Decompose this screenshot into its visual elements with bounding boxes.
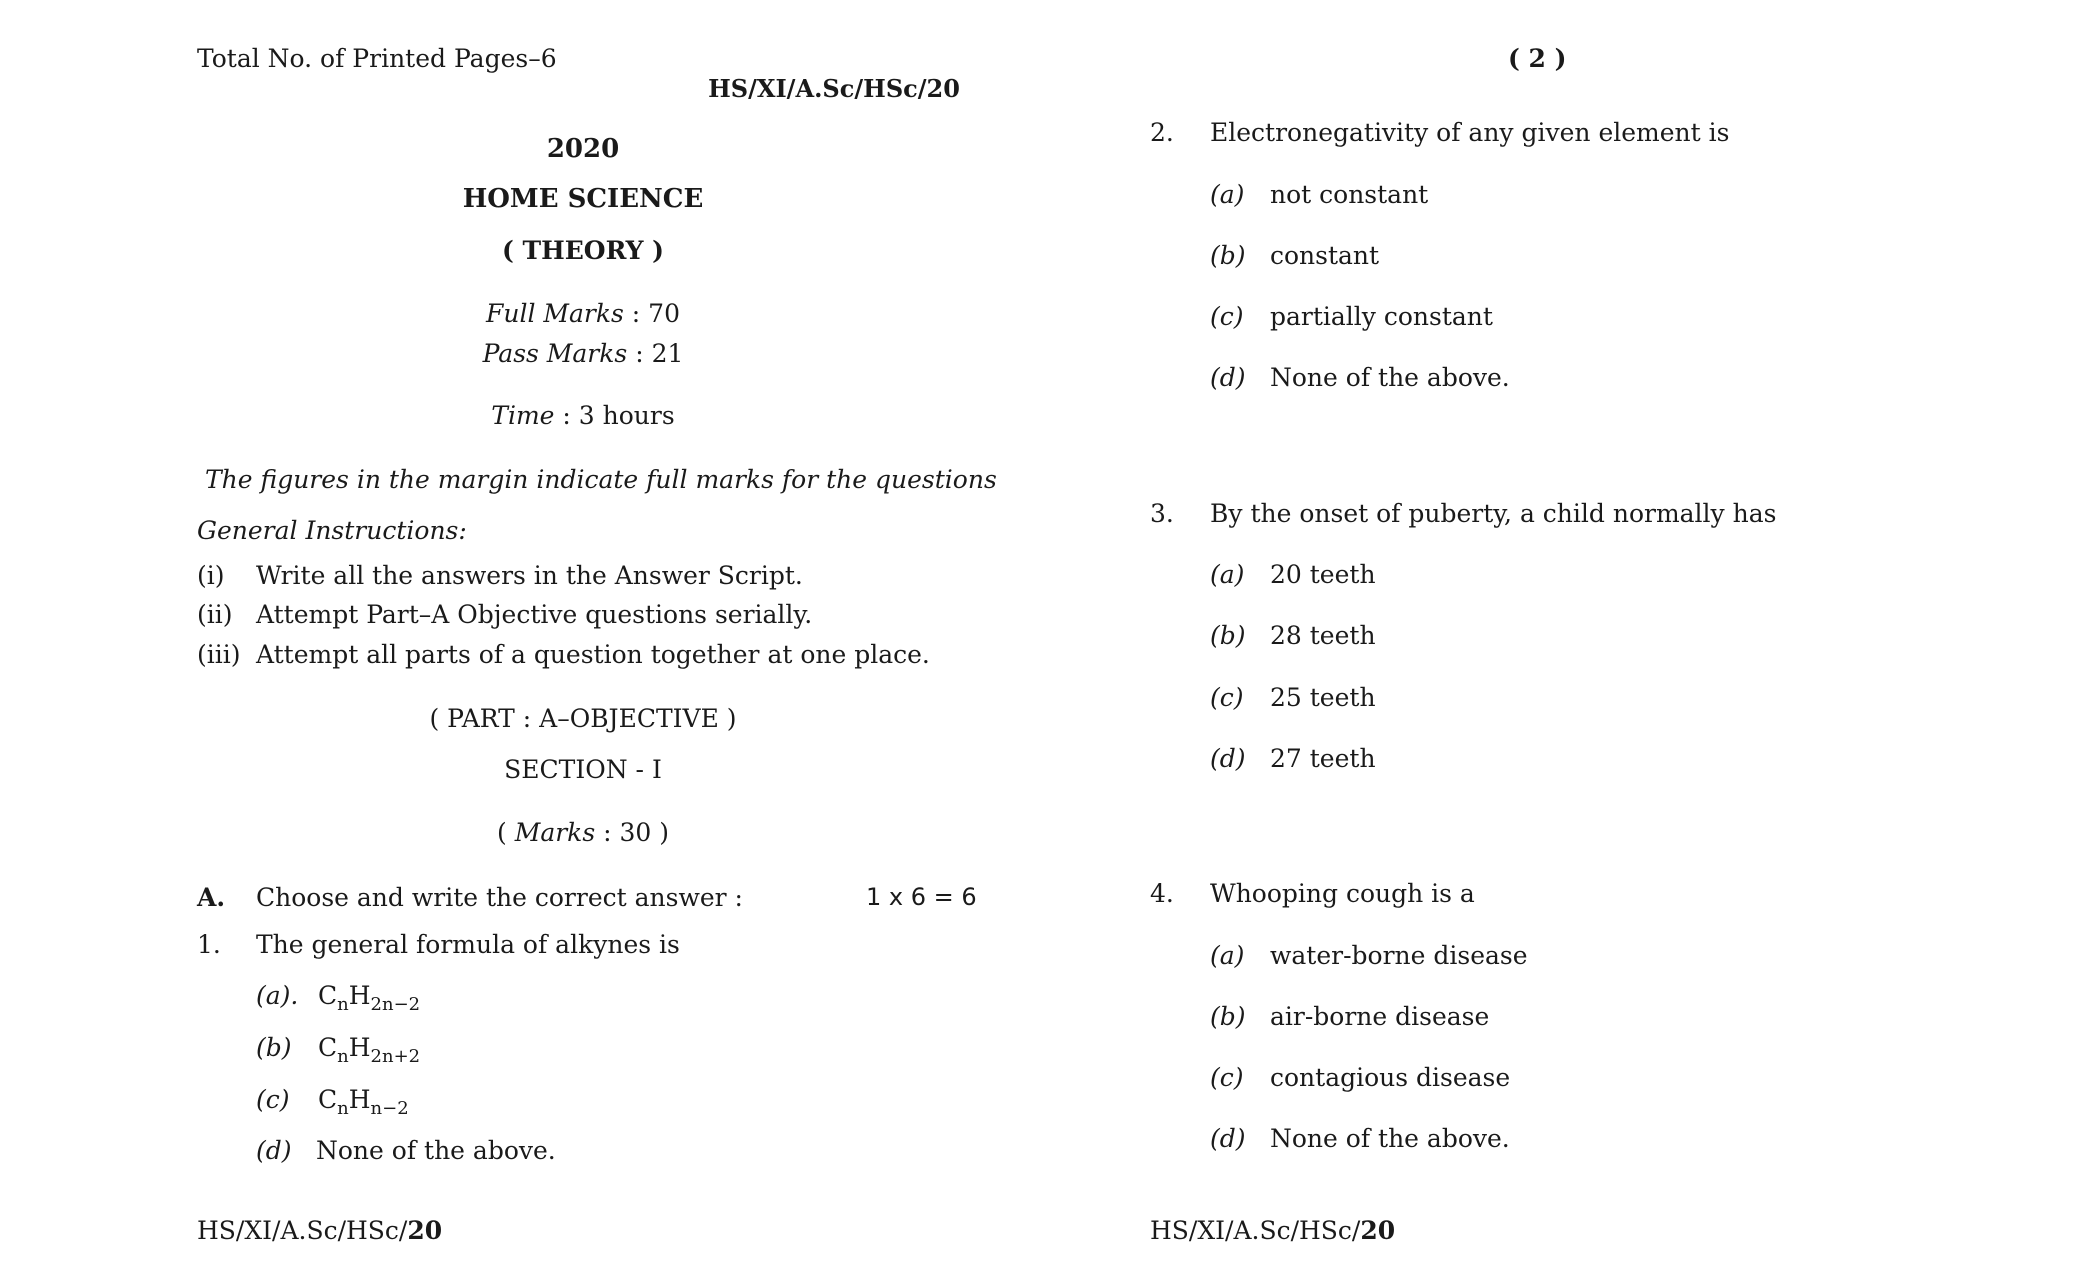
option-label: (c) [1210, 1063, 1244, 1092]
instruction-num: (iii) [197, 640, 241, 669]
question-number: 4. [1150, 879, 1174, 908]
full-marks-value: : 70 [631, 299, 680, 328]
question-text: Whooping cough is a [1210, 879, 1475, 908]
option-text: 20 teeth [1270, 560, 1376, 589]
option-label: (c) [256, 1085, 290, 1114]
option-text: 28 teeth [1270, 621, 1376, 650]
option-text: not constant [1270, 180, 1429, 209]
option-label: (b) [1210, 241, 1246, 270]
exam-year: 2020 [546, 134, 620, 164]
page-footer: HS/XI/A.Sc/HSc/20 [1150, 1216, 1396, 1245]
option-formula: $C_nH_{2n-2}$ [318, 981, 421, 1015]
option-label: (d) [256, 1136, 292, 1165]
page-number: ( 2 ) [1508, 44, 1567, 73]
instruction-text: Attempt all parts of a question together at one place. [256, 640, 930, 669]
printed-pages-note: Total No. of Printed Pages–6 [197, 44, 557, 73]
pass-marks [383, 339, 783, 369]
option-label: (a) [1210, 180, 1245, 209]
question-number: 3. [1150, 499, 1174, 528]
option-text: None of the above. [1270, 363, 1510, 392]
pass-marks-value: : 21 [635, 339, 684, 368]
instruction-text: Write all the answers in the Answer Script. [256, 561, 803, 590]
option-text: None of the above. [1270, 1124, 1510, 1153]
option-label: (a). [256, 981, 299, 1010]
option-label: (a) [1210, 941, 1245, 970]
time-label: Time [491, 401, 555, 430]
time-value: : 3 hours [562, 401, 675, 430]
question-group-marks: 1 x 6 = 6 [866, 883, 977, 911]
marks-value: : 30 ) [603, 818, 669, 847]
question-text: Electronegativity of any given element is [1210, 118, 1730, 147]
option-text: None of the above. [316, 1136, 556, 1165]
page-footer: HS/XI/A.Sc/HSc/20 [197, 1216, 443, 1245]
option-label: (a) [1210, 560, 1245, 589]
option-text: constant [1270, 241, 1380, 270]
question-number: 1. [197, 930, 221, 959]
option-formula: $C_nH_{2n+2}$ [318, 1033, 421, 1067]
option-text: contagious disease [1270, 1063, 1511, 1092]
question-number: 2. [1150, 118, 1174, 147]
full-marks [383, 299, 783, 329]
marks-label: Marks [514, 818, 596, 847]
paper-code: HS/XI/A.Sc/HSc/20 [708, 74, 960, 103]
instruction-text: Attempt Part–A Objective questions serially. [256, 600, 813, 629]
option-formula: $C_nH_{n-2}$ [318, 1085, 409, 1119]
pass-marks-label: Pass Marks [482, 339, 628, 368]
section-heading: SECTION - I [504, 755, 662, 784]
part-heading: ( PART : A–OBJECTIVE ) [429, 704, 737, 733]
full-marks-label: Full Marks [486, 299, 624, 328]
paper-type: ( THEORY ) [502, 236, 664, 265]
general-instructions-title: General Instructions: [197, 516, 467, 545]
exam-time [383, 401, 783, 431]
question-text: By the onset of puberty, a child normally has [1210, 499, 1777, 528]
option-label: (b) [1210, 1002, 1246, 1031]
option-text: 27 teeth [1270, 744, 1376, 773]
question-group-label: A. [197, 883, 226, 912]
option-label: (c) [1210, 302, 1244, 331]
option-text: partially constant [1270, 302, 1493, 331]
option-label: (b) [256, 1033, 292, 1062]
option-label: (d) [1210, 744, 1246, 773]
option-label: (b) [1210, 621, 1246, 650]
option-label: (d) [1210, 363, 1246, 392]
instruction-num: (i) [197, 561, 225, 590]
margin-note: The figures in the margin indicate full marks for the questions [205, 465, 997, 494]
section-marks [383, 818, 783, 848]
instruction-num: (ii) [197, 600, 233, 629]
option-text: water-borne disease [1270, 941, 1528, 970]
question-text: The general formula of alkynes is [256, 930, 680, 959]
marks-open: ( [497, 818, 507, 847]
option-text: 25 teeth [1270, 683, 1376, 712]
option-text: air-borne disease [1270, 1002, 1490, 1031]
option-label: (c) [1210, 683, 1244, 712]
option-label: (d) [1210, 1124, 1246, 1153]
question-group-text: Choose and write the correct answer : [256, 883, 743, 912]
subject-title: HOME SCIENCE [462, 184, 704, 214]
